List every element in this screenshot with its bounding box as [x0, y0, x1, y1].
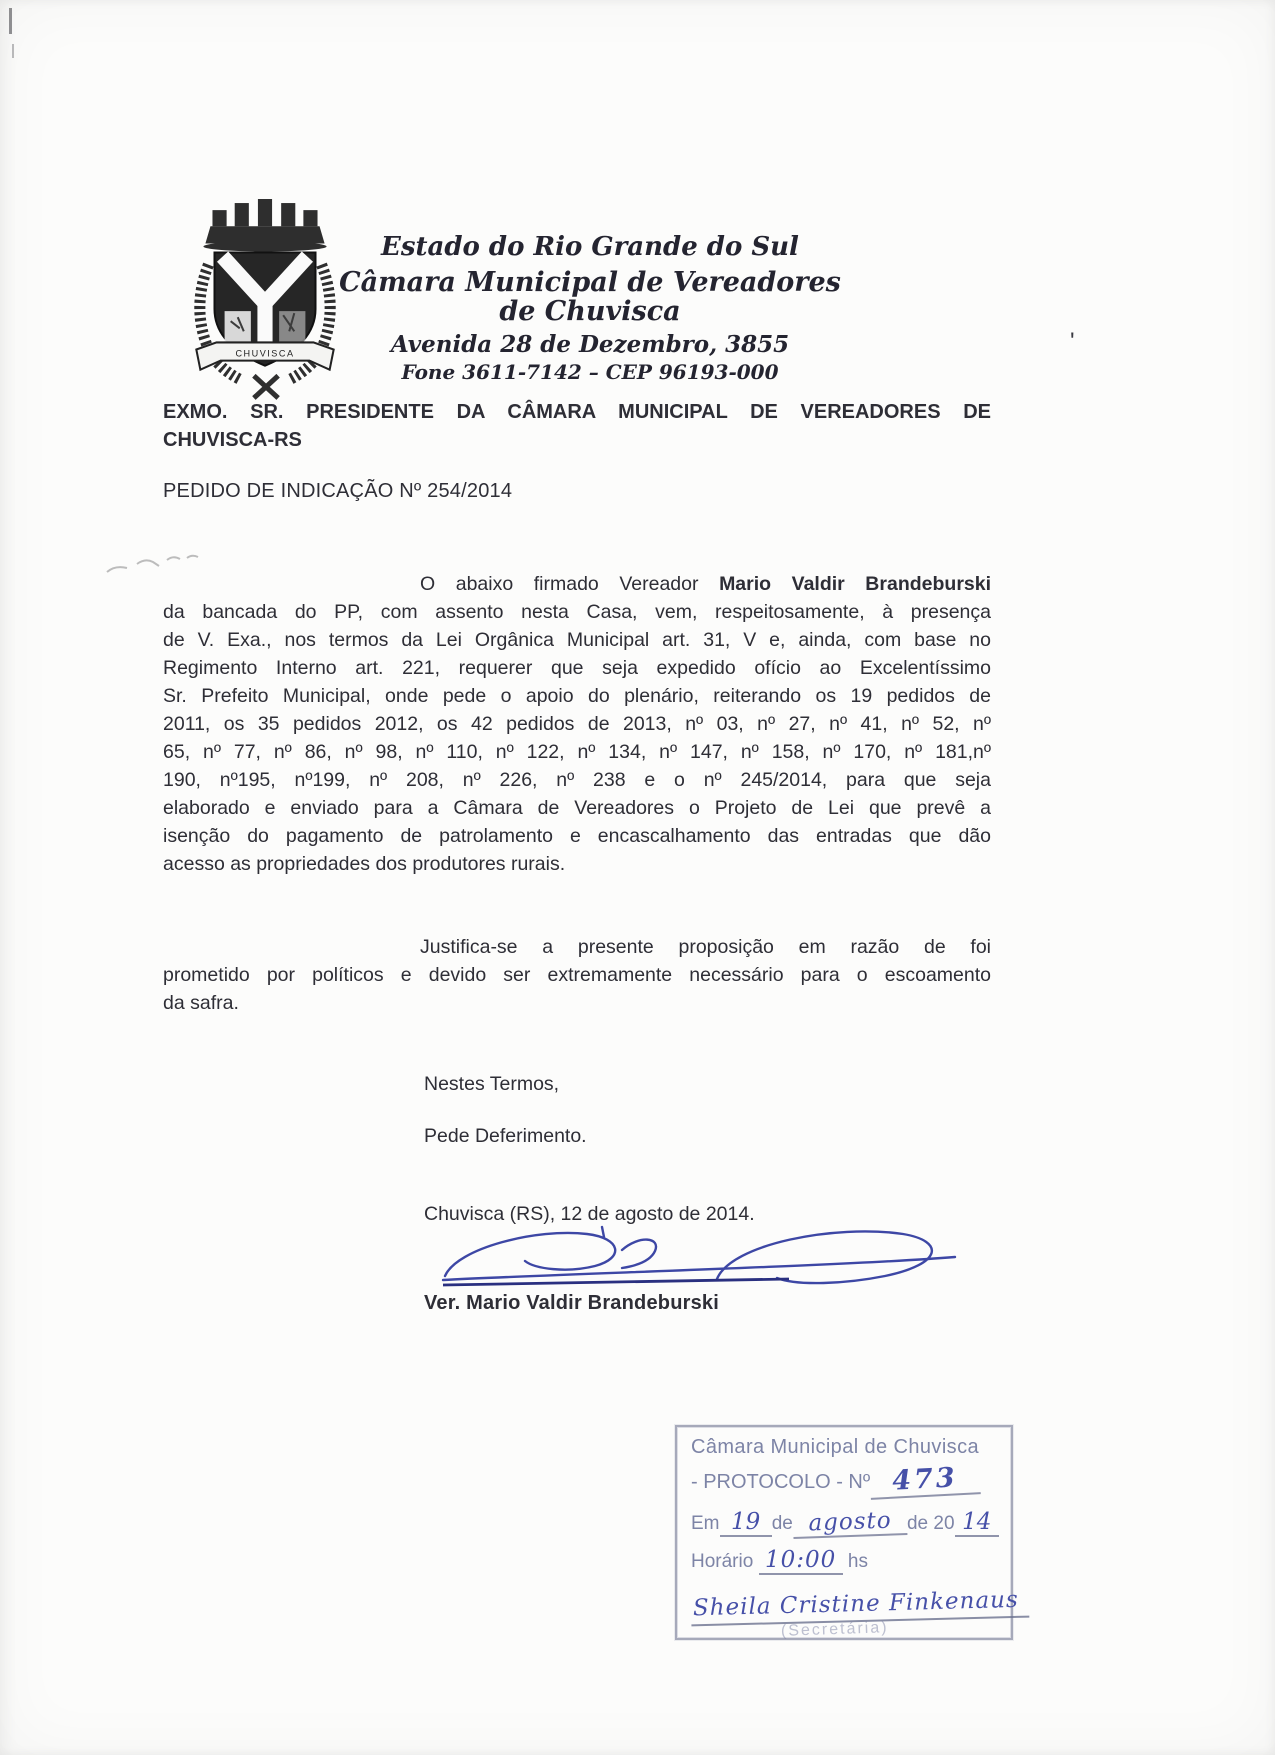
crest-banner-text: CHUVISCA: [235, 348, 295, 359]
text-line: EXMO. SR. PRESIDENTE DA CÂMARA MUNICIPAL DE VEREADORES DE: [163, 401, 991, 423]
text-line: Sr. Prefeito Municipal, onde pede o apoio do plenário, reiterando os 19 pedidos de: [163, 685, 991, 707]
text-line: elaborado e enviado para a Câmara de Vereadores o Projeto de Lei que prevê a: [163, 797, 991, 819]
signer-name: Ver. Mario Valdir Brandeburski: [424, 1292, 720, 1314]
scan-edge-artifact: [12, 44, 14, 58]
stamp-date-connector: de: [771, 1513, 793, 1534]
stamp-date-suffix: de 20: [906, 1513, 955, 1534]
text-line: isenção do pagamento de patrolamento e encascalhamento das entradas que dão: [163, 825, 991, 847]
letterhead-org: Câmara Municipal de Vereadores de Chuvisca: [339, 266, 841, 328]
stamp-time-row: [691, 1547, 999, 1575]
stamp-time-label: Horário: [691, 1551, 754, 1572]
body-paragraph-request: [163, 570, 991, 878]
letterhead: [335, 233, 845, 383]
stamp-org: Câmara Municipal de Chuvisca: [691, 1436, 979, 1458]
text-line: 65, nº 77, nº 86, nº 98, nº 110, nº 122, nº 134, nº 147, nº 158, nº 170, nº 181,nº: [163, 741, 991, 763]
text-line: de V. Exa., nos termos da Lei Orgânica Municipal art. 31, V e, ainda, com base no: [163, 629, 991, 651]
stamp-protocol-number: 473: [869, 1461, 981, 1500]
text-line: da bancada do PP, com assento nesta Casa, vem, respeitosamente, à presença: [163, 601, 991, 623]
stamp-date-day: 19: [720, 1509, 772, 1537]
text-line: 2011, os 35 pedidos 2012, os 42 pedidos de 2013, nº 03, nº 27, nº 41, nº 52, nº: [163, 713, 991, 735]
clerk-signature: Sheila Cristine Finkenaus: [691, 1587, 1030, 1627]
body-paragraph-justification: [163, 933, 991, 1017]
stamp-time-value: 10:00: [759, 1547, 843, 1575]
coat-of-arms-icon: [183, 198, 347, 400]
addressee-heading: [163, 398, 991, 454]
stamp-date-row: [691, 1509, 999, 1537]
closing-terms: Nestes Termos,: [424, 1073, 560, 1095]
text-line: 190, nº195, nº199, nº 208, nº 226, nº 238 e o nº 245/2014, para que seja: [163, 769, 991, 791]
stamp-date-month: agosto: [792, 1507, 907, 1539]
letterhead-address: Avenida 28 de Dezembro, 3855: [390, 330, 790, 358]
stray-pen-mark: ': [1070, 328, 1075, 355]
text-line: acesso as propriedades dos produtores rurais.: [163, 853, 566, 875]
stamp-protocol-label: - PROTOCOLO - Nº: [691, 1471, 871, 1493]
text-line: Justifica-se a presente proposição em razão de foi: [420, 936, 991, 958]
text-line: prometido por políticos e devido ser extremamente necessário para o escoamento: [163, 964, 991, 986]
stamp-protocol-row: [691, 1464, 999, 1497]
text-line: da safra.: [163, 992, 239, 1014]
closing-plea: Pede Deferimento.: [424, 1125, 587, 1147]
stamp-time-unit: hs: [847, 1551, 868, 1572]
text-line: Regimento Interno art. 221, requerer que seja expedido ofício ao Excelentíssimo: [163, 657, 991, 679]
document-title: PEDIDO DE INDICAÇÃO Nº 254/2014: [163, 480, 513, 502]
scan-edge-artifact: [9, 8, 12, 34]
text-line: O abaixo firmado Vereador Mario Valdir Brandeburski: [420, 573, 991, 595]
letterhead-phone-cep: Fone 3611-7142 – CEP 96193-000: [401, 360, 779, 385]
text-line: CHUVISCA-RS: [163, 429, 302, 451]
letterhead-state: Estado do Rio Grande do Sul: [381, 232, 799, 262]
stamp-date-prefix: Em: [691, 1513, 720, 1534]
closing-dateline: Chuvisca (RS), 12 de agosto de 2014.: [424, 1203, 755, 1225]
stamp-date-year: 14: [955, 1509, 999, 1537]
protocol-stamp: [675, 1425, 1020, 1640]
clerk-role: (Secretária): [780, 1619, 889, 1640]
stamp-signature-row: [691, 1586, 1020, 1640]
